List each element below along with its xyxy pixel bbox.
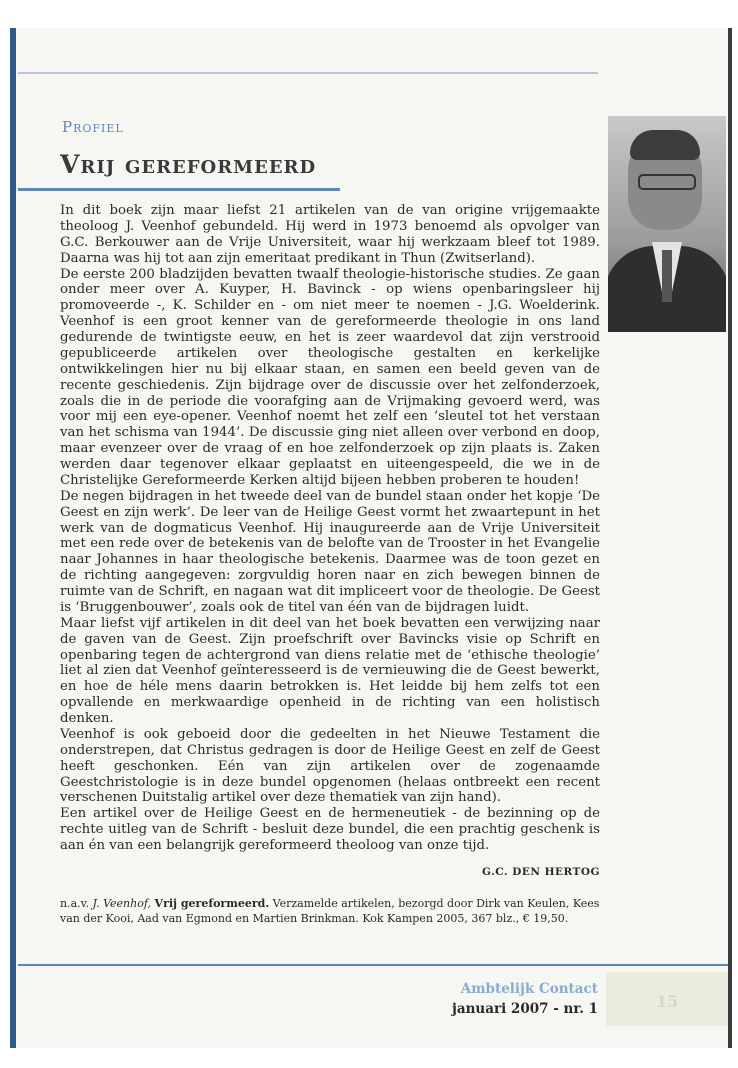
photo-hair — [630, 130, 700, 160]
title-underline — [18, 188, 340, 191]
paragraph: De eerste 200 bladzijden bevatten twaalf theologie-historische studies. Ze gaan onder meer over A. Kuyper, H. Bavinck - op wiens openbaringsleer hij promoveerde -, K. Schilder en - om niet meer te noemen - J.G. Woelderink. Veenhof is een groot kenner van de gereformeerde theologie in ons land gedurende de twintigste eeuw, en het is zeer waardevol dat zijn verstrooid gepubliceerde artikelen over theologische gestalten en kerkelijke ontwikkelingen hier nu bij elkaar staan, en samen een beeld geven van de recente geschiedenis. Zijn bijdrage over de discussie over het zelfonderzoek, zoals die in de periode die voorafging aan de Vrijmaking gevoerd werd, was voor mij een eye-opener. Veenhof noemt het zelf een ‘sleutel tot het verstaan van het schisma van 1944’. De discussie ging niet alleen over verbond en doop, maar evenzeer over de vraag of en hoe zelfonderzoek op zijn plaats is. Zaken werden daar tegenover elkaar geplaatst en uiteengespeeld, die we in de Christelijke Gereformeerde Kerken altijd bijeen hebben proberen te houden! — [60, 266, 600, 488]
page-number: 15 — [656, 992, 679, 1011]
right-edge — [728, 28, 732, 1048]
photo-tie — [662, 250, 672, 302]
top-rule — [18, 72, 598, 74]
left-edge-stripe — [10, 28, 16, 1048]
journal-name: Ambtelijk Contact — [460, 981, 598, 997]
section-label: Profiel — [62, 118, 124, 136]
paragraph: In dit boek zijn maar liefst 21 artikelen van de van origine vrijgemaakte theoloog J. Veenhof gebundeld. Hij werd in 1973 benoemd als opvolger van G.C. Berkouwer aan de Vrije Universiteit, waar hij werkzaam bleef tot 1989. Daarna was hij tot aan zijn emeritaat predikant in Thun (Zwitserland). — [60, 203, 600, 266]
issue-info: januari 2007 - nr. 1 — [451, 1001, 598, 1017]
paragraph: Maar liefst vijf artikelen in dit deel van het boek bevatten een verwijzing naar de gaven van de Geest. Zijn proefschrift over Bavincks visie op Schrift en openbaring tegen de achtergrond van diens relatie met de ‘ethische theologie’ liet al zien dat Veenhof geïnteresseerd is de vernieuwing die de Geest bewerkt, en hoe de héle mens daarin betrokken is. Het leidde bij hem zelfs tot een opvallende en merkwaardige openheid in de richting van een holistisch denken. — [60, 615, 600, 726]
article-title: Vrij gereformeerd — [60, 150, 317, 179]
reference-details: Verzamelde artikelen, bezorgd door Dirk van Keulen, Kees van der Kooi, Aad van Egmond en Martien Brinkman. Kok Kampen 2005, 367 blz., € 19,50. — [60, 897, 600, 925]
book-reference — [60, 896, 605, 926]
footer-rule — [18, 964, 728, 966]
reference-title: Vrij gereformeerd. — [154, 897, 270, 910]
photo-glasses — [638, 174, 696, 190]
reference-author: J. Veenhof, — [92, 897, 152, 910]
paragraph: De negen bijdragen in het tweede deel van de bundel staan onder het kopje ‘De Geest en zijn werk’. De leer van de Heilige Geest vormt het zwaartepunt in het werk van de dogmaticus Veenhof. Hij inaugureerde aan de Vrije Universiteit met een rede over de betekenis van de belofte van de Trooster in het Evangelie naar Johannes in haar theologische betekenis. Daarmee was de toon gezet en de richting aangegeven: zorgvuldig horen naar en zich bewegen binnen de ruimte van de Schrift, en nagaan wat dit impliceert voor de theologie. De Geest is ‘Bruggenbouwer’, zoals ook de titel van één van de bijdragen luidt. — [60, 488, 600, 615]
article-body — [60, 203, 600, 854]
reference-prefix: n.a.v. — [60, 897, 93, 910]
paragraph: Veenhof is ook geboeid door die gedeelten in het Nieuwe Testament die onderstrepen, dat Christus gedragen is door de Heilige Geest en zelf de Geest heeft geschonken. Eén van zijn artikelen over de zogenaamde Geestchristologie is in deze bundel opgenomen (helaas ontbreekt een recent verschenen Duitstalig artikel over deze thematiek van zijn hand). — [60, 726, 600, 806]
author-photo — [608, 116, 726, 332]
article-author: G.C. DEN HERTOG — [482, 866, 600, 878]
paragraph: Een artikel over de Heilige Geest en de hermeneutiek - de bezinning op de rechte uitleg van de Schrift - besluit deze bundel, die een prachtig geschenk is aan én van een belangrijk gereformeerd theoloog van onze tijd. — [60, 806, 600, 853]
